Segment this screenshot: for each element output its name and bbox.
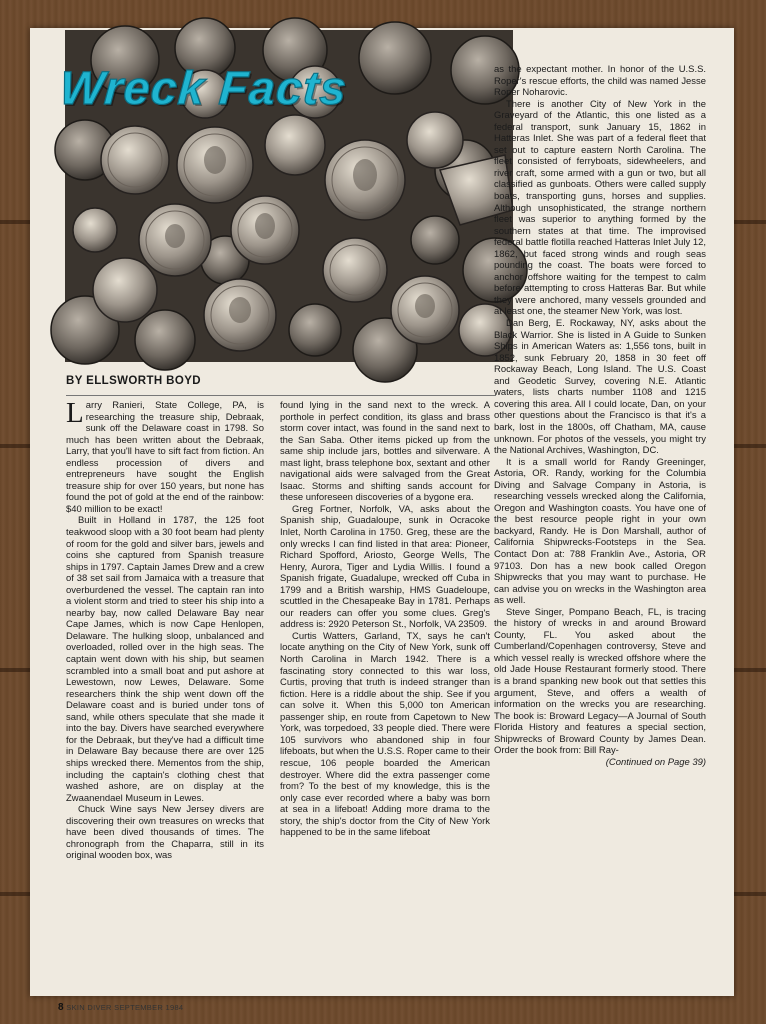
column-1 bbox=[66, 397, 264, 990]
paragraph: found lying in the sand next to the wreck. A porthole in perfect condition, its glass and brass storm cover intact, was found in the sand next to the San Saba. Other items picked up from the same ship include jars, bottles and silverware. A mast light, brass telephone box, sextant and other navigational aids were salvaged from the Great Isaac. Storms and shifting sands account for these unforeseen discoveries of a bygone era. bbox=[280, 400, 490, 504]
drop-cap: L bbox=[66, 397, 84, 429]
paragraph: Larry Ranieri, State College, PA, is researching the treasure ship, Debraak, sunk off the Delaware coast in 1798. So much has been written about the Debraak, Larry, that you'll have to sift fact from fiction. An endless procession of divers and entrepreneurs have sought the English treasure ship for over 150 years, but none has found the pot of gold at the end of the rainbow: $40 million to be exact! bbox=[66, 397, 264, 515]
page-number: 8 bbox=[58, 1002, 64, 1013]
paragraph: Chuck Wine says New Jersey divers are discovering their own treasures on wrecks that have been dived thousands of times. The chronograph from the Chaparra, still in its original wooden box, was bbox=[66, 804, 264, 862]
magazine-page bbox=[30, 28, 734, 1013]
byline: BY ELLSWORTH BOYD bbox=[66, 375, 202, 387]
paragraph: Built in Holland in 1787, the 125 foot teakwood sloop with a 30 foot beam had plenty of room for the gold and silver bars, jewels and coins she captured from Spanish treasure ships in 1797. Captain James Drew and a crew of 38 set sail from Jamaica with a treasure that overburdened the vessel. The captain ran into a violent storm and tried to steer his ship into a nearby bay, now called Delaware Bay near Cape James, which is now Cape Henlopen, Delaware. The hulking sloop, unbalanced and overloaded, rolled over in the high seas. The captain went down with his ship, but seamen scrambled into a small boat and put ashore at Lewestown, now Lewes, Delaware. Some researchers think the ship went down off the Delaware coast and is buried under tons of sand, while others speculate that she made it into the bay. Divers have searched everywhere for the Debraak, but they've had a difficult time in Delaware Bay because there are over 125 ships wrecked there. Mementos from the ship, including the captain's clothing chest that washed ashore, are on display at the Zwaanendael Museum in Lewes. bbox=[66, 515, 264, 804]
paragraph: It is a small world for Randy Greeninger, Astoria, OR. Randy, working for the Columbia Diving and Salvage Company in Astoria, is researching vessels wrecked along the California, Oregon and Washington coasts. You have one of the best resource people right in your own backyard, Randy. He is Don Marshall, author of California Shipwrecks-Footsteps in the Sea. Contact Don at: 788 Franklin Ave., Astoria, OR 97103. Don has a new book called Oregon Shipwrecks that you may want to purchase. He can advise you on wrecks in the Washington area as well. bbox=[494, 456, 706, 607]
paragraph: as the expectant mother. In honor of the U.S.S. Roper's rescue efforts, the child was named Jesse Roper Noharovic. bbox=[494, 64, 706, 99]
paragraph: Dan Berg, E. Rockaway, NY, asks about the Black Warrior. She is listed in A Guide to Sunken Ships in American Waters as: 1,556 tons, built in 1852, sunk February 20, 1858 in 30 feet off Rockaway Beach, Long Island. The U.S. Coast and Geodetic Survey, covering N.E. Atlantic waters, lists charts number 1108 and 1215 covering this area. All I could locate, Dan, on your other questions about the Francisco is that it's a bark, lost in the 1800s, off Chatham, MA, cause unknown. For photos of the vessels, you might try the National Archives, Washington, DC. bbox=[494, 318, 706, 457]
byline-divider bbox=[66, 395, 496, 396]
article-title: Wreck Facts bbox=[58, 61, 349, 114]
column-3 bbox=[494, 64, 706, 992]
paragraph: There is another City of New York in the Graveyard of the Atlantic, this one listed as a federal transport, sunk January 15, 1862 in Hatteras Inlet. She was part of a federal fleet that set out to capture eastern North Carolina. The fleet consisted of ferryboats, sidewheelers, and river craft, some armed with a gun or two, but all classified as gunboats. Others were called supply boats, transporting guns, horses and supplies. Although unsophisticated, the strange northern fleet was superior to anything formed by the southern states at that time. The improvised federal battle flotilla reached Hatteras Inlet July 12, 1862, but faced strong winds and rough seas pounding the coast. The boats were forced to anchor offshore waiting for the tempest to calm before attempting to cross Hatteras Bar. But while they were anchored, many vessels grounded and at least one, the steamer New York, was lost. bbox=[494, 98, 706, 318]
paragraph: Steve Singer, Pompano Beach, FL, is tracing the history of wrecks in and around Broward County, FL. You asked about the Cumberland/Copenhagen controversy, Steve and which vessel really is wrecked offshore where the old Jade House Restaurant formerly stood. There is a brand spanking new book out that settles this argument, Steve, and offers a wealth of information on the wrecks you are researching. The book is: Broward Legacy—A Journal of South Florida History and features a special section, Shipwrecks of Broward County by James Dean. Order the book from: Bill Ray- bbox=[494, 606, 706, 757]
page-footer bbox=[58, 1002, 183, 1013]
paragraph: Greg Fortner, Norfolk, VA, asks about the Spanish ship, Guadaloupe, sunk in Ocracoke Inlet, North Carolina in 1750. Greg, these are the only wrecks I can find listed in that area: Pioneer, Richard Spofford, Ariosto, George Wells, The Henry, Aurora, Tiger and Lydia Willis. I found a Spanish frigate, Guadalupe, wrecked off Cuba in 1799 and a British warship, HMS Guadeloupe, scuttled in the Chesapeake Bay in 1781. Perhaps our readers can offer you some clues. Greg's address is: 2920 Peterson St., Norfolk, VA 23509. bbox=[280, 503, 490, 631]
issue-line: SKIN DIVER SEPTEMBER 1984 bbox=[66, 1003, 184, 1012]
continued-note: (Continued on Page 39) bbox=[605, 756, 706, 768]
paragraph: Curtis Watters, Garland, TX, says he can't locate anything on the City of New York, sunk off North Carolina in March 1942. There is a fascinating story connected to this war loss, Curtis, proving that truth is indeed stranger than fiction. Here is a riddle about the ship. See if you can solve it. When this 5,000 ton American passenger ship, en route from Capetown to New York, was torpedoed, 33 people died. There were 105 survivors who abandoned ship in four lifeboats, but when the U.S.S. Roper came to their rescue, 106 people boarded the American destroyer. Where did the extra passenger come from? To the best of my knowledge, this is the only case ever recorded where a baby was born at sea in a lifeboat! Adding more drama to the story, the ship's doctor from the City of New York happened to be in the same lifeboat bbox=[280, 630, 490, 839]
column-2 bbox=[280, 400, 490, 990]
